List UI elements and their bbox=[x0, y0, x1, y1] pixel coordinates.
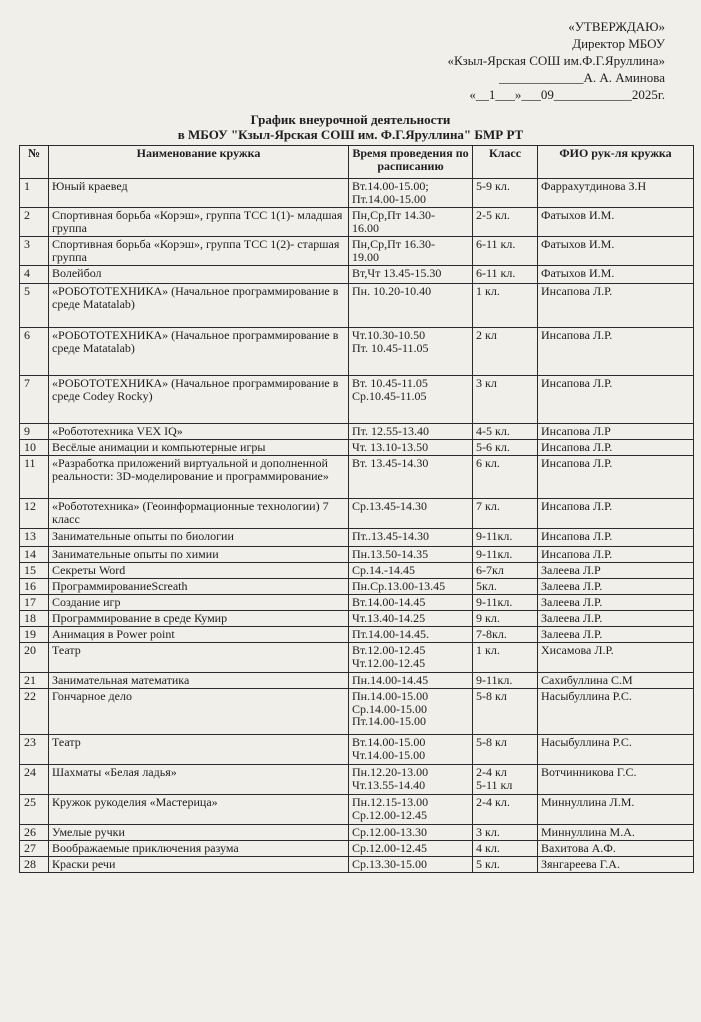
cell-leader: Инсапова Л.Р. bbox=[538, 499, 694, 529]
cell-name: Волейбол bbox=[49, 266, 349, 284]
time-line: Пн.14.00-14.45 bbox=[352, 673, 429, 687]
cell-time bbox=[349, 673, 473, 689]
time-line: Вт.14.00-15.00 bbox=[352, 735, 426, 749]
cell-grade: 5-8 кл bbox=[473, 689, 538, 735]
cell-leader: Миннуллина М.А. bbox=[538, 825, 694, 841]
approval-position: Директор МБОУ bbox=[572, 36, 665, 51]
cell-time bbox=[349, 440, 473, 456]
cell-leader: Зянгареева Г.А. bbox=[538, 857, 694, 873]
time-line: Пн.13.50-14.35 bbox=[352, 547, 429, 561]
cell-name: Театр bbox=[49, 643, 349, 673]
cell-num: 22 bbox=[20, 689, 49, 735]
approval-block bbox=[360, 18, 665, 103]
time-line: Чт.13.40-14.25 bbox=[352, 611, 426, 625]
cell-leader: Миннуллина Л.М. bbox=[538, 795, 694, 825]
table-row bbox=[20, 735, 694, 765]
cell-grade: 6-11 кл. bbox=[473, 266, 538, 284]
time-line: Пн.12.15-13.00 bbox=[352, 795, 429, 809]
cell-grade: 7 кл. bbox=[473, 499, 538, 529]
table-row bbox=[20, 424, 694, 440]
cell-grade: 5-9 кл. bbox=[473, 179, 538, 208]
header-leader: ФИО рук-ля кружка bbox=[538, 146, 694, 179]
cell-name: Занимательные опыты по химии bbox=[49, 547, 349, 563]
table-row bbox=[20, 841, 694, 857]
cell-num: 6 bbox=[20, 328, 49, 376]
approval-heading: «УТВЕРЖДАЮ» bbox=[568, 19, 665, 34]
cell-time bbox=[349, 825, 473, 841]
cell-grade: 3 кл bbox=[473, 376, 538, 424]
cell-num: 18 bbox=[20, 611, 49, 627]
cell-name: Спортивная борьба «Корэш», группа ТСС 1(2)- старшая группа bbox=[49, 237, 349, 266]
cell-time bbox=[349, 547, 473, 563]
cell-leader: Инсапова Л.Р. bbox=[538, 456, 694, 499]
cell-time bbox=[349, 284, 473, 328]
cell-leader: Фатыхов И.М. bbox=[538, 237, 694, 266]
cell-num: 15 bbox=[20, 563, 49, 579]
header-grade: Класс bbox=[473, 146, 538, 179]
table-body bbox=[20, 179, 694, 873]
time-line: Чт.13.55-14.40 bbox=[352, 777, 426, 792]
cell-name: «Робототехника» (Геоинформационные технологии) 7 класс bbox=[49, 499, 349, 529]
header-name: Наименование кружка bbox=[49, 146, 349, 179]
time-line: Ср.14.00-15.00 bbox=[352, 701, 427, 716]
cell-name: Умелые ручки bbox=[49, 825, 349, 841]
time-line: Пн,Ср,Пт 14.30- bbox=[352, 208, 435, 222]
cell-leader: Залеева Л.Р bbox=[538, 563, 694, 579]
time-line: Ср.13.45-14.30 bbox=[352, 499, 427, 513]
time-line: Пт.14.00-15.00 bbox=[352, 714, 427, 728]
cell-grade: 2-5 кл. bbox=[473, 208, 538, 237]
header-num: № bbox=[20, 146, 49, 179]
table-row bbox=[20, 765, 694, 795]
cell-grade: 4 кл. bbox=[473, 841, 538, 857]
cell-name: Юный краевед bbox=[49, 179, 349, 208]
cell-leader: Вотчинникова Г.С. bbox=[538, 765, 694, 795]
time-line: Пн,Ср,Пт 16.30- bbox=[352, 237, 435, 251]
cell-num: 19 bbox=[20, 627, 49, 643]
table-row bbox=[20, 611, 694, 627]
cell-name: «Робототехника VEX IQ» bbox=[49, 424, 349, 440]
cell-name: Гончарное дело bbox=[49, 689, 349, 735]
cell-grade: 9-11кл. bbox=[473, 673, 538, 689]
cell-time bbox=[349, 579, 473, 595]
cell-time bbox=[349, 456, 473, 499]
cell-grade: 5-8 кл bbox=[473, 735, 538, 765]
cell-grade: 3 кл. bbox=[473, 825, 538, 841]
cell-num: 2 bbox=[20, 208, 49, 237]
time-line: Вт. 10.45-11.05 bbox=[352, 376, 428, 390]
cell-leader: Вахитова А.Ф. bbox=[538, 841, 694, 857]
cell-leader: Залеева Л.Р. bbox=[538, 611, 694, 627]
cell-time bbox=[349, 208, 473, 237]
cell-name: Анимация в Power point bbox=[49, 627, 349, 643]
cell-grade: 6-11 кл. bbox=[473, 237, 538, 266]
document-title: График внеурочной деятельности bbox=[250, 112, 451, 127]
table-row bbox=[20, 563, 694, 579]
cell-time bbox=[349, 529, 473, 547]
cell-name: ПрограммированиеScreath bbox=[49, 579, 349, 595]
cell-num: 7 bbox=[20, 376, 49, 424]
cell-leader: Сахибуллина С.М bbox=[538, 673, 694, 689]
table-row bbox=[20, 857, 694, 873]
time-line: Пт.14.00-15.00 bbox=[352, 191, 427, 206]
cell-name: Весёлые анимации и компьютерные игры bbox=[49, 440, 349, 456]
cell-grade: 5кл. bbox=[473, 579, 538, 595]
cell-grade: 2 кл bbox=[473, 328, 538, 376]
cell-grade: 6 кл. bbox=[473, 456, 538, 499]
cell-name: Программирование в среде Кумир bbox=[49, 611, 349, 627]
cell-leader: Залеева Л.Р. bbox=[538, 595, 694, 611]
cell-leader: Инсапова Л.Р bbox=[538, 424, 694, 440]
cell-time bbox=[349, 376, 473, 424]
cell-leader: Фаррахутдинова З.Н bbox=[538, 179, 694, 208]
time-line: Пн. 10.20-10.40 bbox=[352, 284, 432, 298]
cell-num: 20 bbox=[20, 643, 49, 673]
cell-num: 27 bbox=[20, 841, 49, 857]
cell-leader: Инсапова Л.Р. bbox=[538, 284, 694, 328]
cell-grade: 6-7кл bbox=[473, 563, 538, 579]
cell-leader: Фатыхов И.М. bbox=[538, 208, 694, 237]
time-line: Пт. 12.55-13.40 bbox=[352, 424, 430, 438]
table-row bbox=[20, 328, 694, 376]
table-row bbox=[20, 643, 694, 673]
cell-leader: Инсапова Л.Р. bbox=[538, 547, 694, 563]
cell-leader: Залеева Л.Р. bbox=[538, 579, 694, 595]
cell-time bbox=[349, 643, 473, 673]
table-row bbox=[20, 595, 694, 611]
cell-name: Воображаемые приключения разума bbox=[49, 841, 349, 857]
table-row bbox=[20, 456, 694, 499]
time-line: Вт.12.00-12.45 bbox=[352, 643, 426, 657]
time-line: Чт.10.30-10.50 bbox=[352, 328, 426, 342]
cell-name: «РОБОТОТЕХНИКА» (Начальное программирование в среде Matatalab) bbox=[49, 328, 349, 376]
cell-num: 17 bbox=[20, 595, 49, 611]
cell-num: 16 bbox=[20, 579, 49, 595]
cell-time bbox=[349, 795, 473, 825]
cell-time bbox=[349, 179, 473, 208]
time-line: Ср.13.30-15.00 bbox=[352, 857, 427, 871]
time-line: Пн.Ср.13.00-13.45 bbox=[352, 579, 446, 593]
time-line: Ср.14.-14.45 bbox=[352, 563, 415, 577]
cell-num: 28 bbox=[20, 857, 49, 873]
cell-grade: 5 кл. bbox=[473, 857, 538, 873]
cell-num: 5 bbox=[20, 284, 49, 328]
time-line: Чт.12.00-12.45 bbox=[352, 655, 426, 670]
time-line: Ср.12.00-12.45 bbox=[352, 841, 427, 855]
table-row bbox=[20, 689, 694, 735]
cell-leader: Хисамова Л.Р. bbox=[538, 643, 694, 673]
cell-num: 26 bbox=[20, 825, 49, 841]
cell-name: Шахматы «Белая ладья» bbox=[49, 765, 349, 795]
time-line: 19.00 bbox=[352, 249, 379, 264]
table-row bbox=[20, 627, 694, 643]
cell-leader: Залеева Л.Р. bbox=[538, 627, 694, 643]
table-row bbox=[20, 440, 694, 456]
cell-grade: 9-11кл. bbox=[473, 547, 538, 563]
table-row bbox=[20, 208, 694, 237]
cell-time bbox=[349, 611, 473, 627]
cell-time bbox=[349, 563, 473, 579]
table-row bbox=[20, 179, 694, 208]
cell-grade: 7-8кл. bbox=[473, 627, 538, 643]
approval-school: «Кзыл-Ярская СОШ им.Ф.Г.Яруллина» bbox=[447, 53, 665, 68]
table-row bbox=[20, 529, 694, 547]
cell-name: «Разработка приложений виртуальной и дополненной реальности: 3D-моделирование и программирование» bbox=[49, 456, 349, 499]
time-line: Пт.14.00-14.45. bbox=[352, 627, 430, 641]
time-line: Пн.14.00-15.00 bbox=[352, 689, 429, 703]
table-row bbox=[20, 499, 694, 529]
cell-num: 13 bbox=[20, 529, 49, 547]
time-line: Вт. 13.45-14.30 bbox=[352, 456, 429, 470]
time-line: Вт.14.00-15.00; bbox=[352, 179, 429, 193]
table-row bbox=[20, 795, 694, 825]
cell-grade: 4-5 кл. bbox=[473, 424, 538, 440]
cell-num: 1 bbox=[20, 179, 49, 208]
cell-time bbox=[349, 237, 473, 266]
cell-grade: 9-11кл. bbox=[473, 529, 538, 547]
cell-grade: 1 кл. bbox=[473, 643, 538, 673]
cell-num: 9 bbox=[20, 424, 49, 440]
cell-num: 23 bbox=[20, 735, 49, 765]
cell-name: «РОБОТОТЕХНИКА» (Начальное программирование в среде Matatalab) bbox=[49, 284, 349, 328]
time-line: 16.00 bbox=[352, 220, 379, 235]
cell-leader: Инсапова Л.Р. bbox=[538, 376, 694, 424]
cell-grade: 2-4 кл. bbox=[473, 795, 538, 825]
cell-time bbox=[349, 424, 473, 440]
table-row bbox=[20, 579, 694, 595]
document-subtitle: в МБОУ "Кзыл-Ярская СОШ им. Ф.Г.Яруллина" БМР РТ bbox=[177, 127, 524, 142]
table-header-row bbox=[20, 146, 694, 179]
cell-num: 24 bbox=[20, 765, 49, 795]
cell-grade: 9-11кл. bbox=[473, 595, 538, 611]
cell-name: Кружок рукоделия «Мастерица» bbox=[49, 795, 349, 825]
cell-leader: Насыбуллина Р.С. bbox=[538, 735, 694, 765]
cell-grade: 9 кл. bbox=[473, 611, 538, 627]
cell-num: 12 bbox=[20, 499, 49, 529]
cell-name: Краски речи bbox=[49, 857, 349, 873]
cell-name: «РОБОТОТЕХНИКА» (Начальное программирование в среде Codey Rocky) bbox=[49, 376, 349, 424]
cell-num: 14 bbox=[20, 547, 49, 563]
table-row bbox=[20, 673, 694, 689]
cell-time bbox=[349, 499, 473, 529]
table-row bbox=[20, 825, 694, 841]
cell-num: 11 bbox=[20, 456, 49, 499]
cell-name: Занимательная математика bbox=[49, 673, 349, 689]
cell-time bbox=[349, 266, 473, 284]
cell-num: 4 bbox=[20, 266, 49, 284]
time-line: Ср.12.00-12.45 bbox=[352, 807, 427, 822]
cell-time bbox=[349, 595, 473, 611]
cell-leader: Инсапова Л.Р. bbox=[538, 440, 694, 456]
table-row bbox=[20, 237, 694, 266]
cell-name: Спортивная борьба «Корэш», группа ТСС 1(1)- младшая группа bbox=[49, 208, 349, 237]
cell-name: Театр bbox=[49, 735, 349, 765]
time-line: Чт.14.00-15.00 bbox=[352, 747, 426, 762]
table-row bbox=[20, 284, 694, 328]
cell-num: 10 bbox=[20, 440, 49, 456]
cell-time bbox=[349, 627, 473, 643]
time-line: Вт.14.00-14.45 bbox=[352, 595, 426, 609]
cell-time bbox=[349, 689, 473, 735]
approval-signature: _____________А. А. Аминова bbox=[498, 70, 665, 85]
cell-time bbox=[349, 328, 473, 376]
header-time: Время проведения по расписанию bbox=[349, 146, 473, 179]
cell-num: 3 bbox=[20, 237, 49, 266]
table-row bbox=[20, 376, 694, 424]
cell-leader: Фатыхов И.М. bbox=[538, 266, 694, 284]
time-line: Пт..13.45-14.30 bbox=[352, 529, 430, 543]
cell-num: 21 bbox=[20, 673, 49, 689]
table-row bbox=[20, 266, 694, 284]
time-line: Пт. 10.45-11.05 bbox=[352, 340, 429, 355]
cell-grade: 1 кл. bbox=[473, 284, 538, 328]
time-line: Ср.10.45-11.05 bbox=[352, 388, 427, 403]
time-line: Вт,Чт 13.45-15.30 bbox=[352, 266, 442, 280]
cell-num: 25 bbox=[20, 795, 49, 825]
table-row bbox=[20, 547, 694, 563]
time-line: Чт. 13.10-13.50 bbox=[352, 440, 429, 454]
cell-grade: 2-4 кл 5-11 кл bbox=[473, 765, 538, 795]
approval-date: «__1___»___09____________2025г. bbox=[469, 87, 665, 102]
cell-time bbox=[349, 857, 473, 873]
cell-leader: Инсапова Л.Р. bbox=[538, 529, 694, 547]
cell-leader: Инсапова Л.Р. bbox=[538, 328, 694, 376]
cell-name: Создание игр bbox=[49, 595, 349, 611]
cell-time bbox=[349, 765, 473, 795]
cell-name: Секреты Word bbox=[49, 563, 349, 579]
time-line: Пн.12.20-13.00 bbox=[352, 765, 429, 779]
schedule-table bbox=[19, 145, 694, 873]
cell-name: Занимательные опыты по биологии bbox=[49, 529, 349, 547]
cell-time bbox=[349, 841, 473, 857]
cell-time bbox=[349, 735, 473, 765]
time-line: Ср.12.00-13.30 bbox=[352, 825, 427, 839]
cell-leader: Насыбуллина Р.С. bbox=[538, 689, 694, 735]
cell-grade: 5-6 кл. bbox=[473, 440, 538, 456]
